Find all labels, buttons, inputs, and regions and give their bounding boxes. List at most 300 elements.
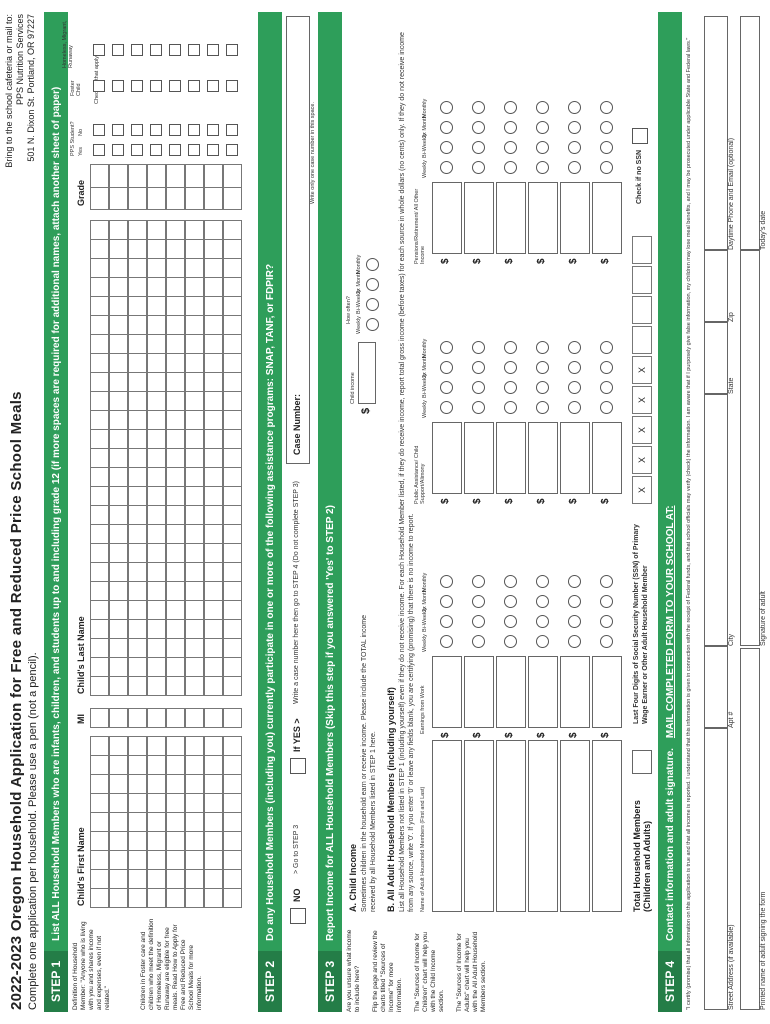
earnings-freq-radio[interactable] — [504, 615, 517, 628]
zip-input[interactable] — [704, 250, 728, 322]
last-name-box[interactable] — [109, 638, 128, 658]
earnings-input[interactable] — [592, 656, 622, 728]
homeless-checkbox[interactable] — [226, 44, 238, 56]
first-name-box[interactable] — [204, 850, 223, 870]
last-name-box[interactable] — [204, 429, 223, 449]
last-name-box[interactable] — [147, 505, 166, 525]
last-name-box[interactable] — [204, 391, 223, 411]
pps-yes-checkbox[interactable] — [226, 144, 238, 156]
last-name-box[interactable] — [147, 220, 166, 240]
last-name-box[interactable] — [204, 676, 223, 696]
last-name-box[interactable] — [90, 334, 109, 354]
pps-yes-checkbox[interactable] — [93, 144, 105, 156]
public-assistance-freq-radio[interactable] — [504, 361, 517, 374]
first-name-box[interactable] — [166, 831, 185, 851]
first-name-box[interactable] — [204, 869, 223, 889]
last-name-box[interactable] — [128, 543, 147, 563]
last-name-box[interactable] — [166, 334, 185, 354]
last-name-box[interactable] — [109, 410, 128, 430]
last-name-box[interactable] — [204, 258, 223, 278]
last-name-box[interactable] — [128, 467, 147, 487]
last-name-box[interactable] — [90, 676, 109, 696]
earnings-freq-radio[interactable] — [600, 595, 613, 608]
last-name-box[interactable] — [166, 638, 185, 658]
last-name-box[interactable] — [185, 315, 204, 335]
pension-freq-radio[interactable] — [536, 141, 549, 154]
last-name-box[interactable] — [204, 562, 223, 582]
last-name-box[interactable] — [185, 562, 204, 582]
first-name-box[interactable] — [223, 888, 242, 908]
child-freq-radio[interactable] — [366, 278, 379, 291]
pps-no-checkbox[interactable] — [226, 124, 238, 136]
first-name-box[interactable] — [109, 831, 128, 851]
last-name-box[interactable] — [185, 638, 204, 658]
homeless-checkbox[interactable] — [131, 44, 143, 56]
mi-box[interactable] — [90, 708, 109, 728]
last-name-box[interactable] — [109, 277, 128, 297]
pension-freq-radio[interactable] — [472, 141, 485, 154]
last-name-box[interactable] — [204, 467, 223, 487]
last-name-box[interactable] — [185, 372, 204, 392]
public-assistance-freq-radio[interactable] — [440, 381, 453, 394]
first-name-box[interactable] — [90, 831, 109, 851]
earnings-freq-radio[interactable] — [568, 615, 581, 628]
last-name-box[interactable] — [166, 353, 185, 373]
last-name-box[interactable] — [128, 676, 147, 696]
last-name-box[interactable] — [223, 239, 242, 259]
first-name-box[interactable] — [223, 812, 242, 832]
last-name-box[interactable] — [185, 505, 204, 525]
last-name-box[interactable] — [90, 315, 109, 335]
last-name-box[interactable] — [185, 429, 204, 449]
last-name-box[interactable] — [109, 619, 128, 639]
last-name-box[interactable] — [128, 429, 147, 449]
last-name-box[interactable] — [90, 239, 109, 259]
pension-freq-radio[interactable] — [568, 121, 581, 134]
first-name-box[interactable] — [128, 850, 147, 870]
earnings-freq-radio[interactable] — [472, 595, 485, 608]
last-name-box[interactable] — [166, 448, 185, 468]
last-name-box[interactable] — [128, 353, 147, 373]
grade-box[interactable] — [147, 164, 166, 188]
last-name-box[interactable] — [223, 676, 242, 696]
last-name-box[interactable] — [166, 296, 185, 316]
pension-freq-radio[interactable] — [440, 121, 453, 134]
first-name-box[interactable] — [223, 774, 242, 794]
last-name-box[interactable] — [147, 315, 166, 335]
last-name-box[interactable] — [128, 277, 147, 297]
pps-yes-checkbox[interactable] — [207, 144, 219, 156]
public-assistance-freq-radio[interactable] — [536, 401, 549, 414]
grade-box[interactable] — [223, 186, 242, 210]
earnings-freq-radio[interactable] — [504, 575, 517, 588]
last-name-box[interactable] — [109, 315, 128, 335]
last-name-box[interactable] — [109, 391, 128, 411]
earnings-input[interactable] — [496, 656, 526, 728]
last-name-box[interactable] — [223, 429, 242, 449]
earnings-freq-radio[interactable] — [472, 575, 485, 588]
grade-box[interactable] — [128, 164, 147, 188]
earnings-freq-radio[interactable] — [568, 575, 581, 588]
last-name-box[interactable] — [166, 676, 185, 696]
public-assistance-freq-radio[interactable] — [504, 341, 517, 354]
last-name-box[interactable] — [128, 410, 147, 430]
last-name-box[interactable] — [223, 353, 242, 373]
earnings-freq-radio[interactable] — [568, 595, 581, 608]
last-name-box[interactable] — [147, 619, 166, 639]
last-name-box[interactable] — [90, 562, 109, 582]
last-name-box[interactable] — [128, 505, 147, 525]
last-name-box[interactable] — [90, 619, 109, 639]
public-assistance-freq-radio[interactable] — [440, 341, 453, 354]
last-name-box[interactable] — [204, 638, 223, 658]
last-name-box[interactable] — [204, 581, 223, 601]
pension-input[interactable] — [592, 182, 622, 254]
foster-checkbox[interactable] — [207, 80, 219, 92]
first-name-box[interactable] — [166, 755, 185, 775]
total-members-input[interactable] — [632, 750, 652, 774]
first-name-box[interactable] — [109, 850, 128, 870]
pps-no-checkbox[interactable] — [188, 124, 200, 136]
last-name-box[interactable] — [147, 524, 166, 544]
pension-input[interactable] — [464, 182, 494, 254]
homeless-checkbox[interactable] — [150, 44, 162, 56]
step2-yes-checkbox[interactable] — [290, 758, 306, 774]
last-name-box[interactable] — [223, 543, 242, 563]
last-name-box[interactable] — [166, 220, 185, 240]
last-name-box[interactable] — [109, 429, 128, 449]
earnings-freq-radio[interactable] — [504, 595, 517, 608]
last-name-box[interactable] — [109, 600, 128, 620]
pps-no-checkbox[interactable] — [131, 124, 143, 136]
grade-box[interactable] — [128, 186, 147, 210]
public-assistance-freq-radio[interactable] — [600, 361, 613, 374]
last-name-box[interactable] — [147, 239, 166, 259]
foster-checkbox[interactable] — [131, 80, 143, 92]
first-name-box[interactable] — [147, 755, 166, 775]
state-input[interactable] — [704, 322, 728, 394]
date-input[interactable] — [740, 16, 760, 250]
first-name-box[interactable] — [166, 793, 185, 813]
last-name-box[interactable] — [185, 334, 204, 354]
earnings-input[interactable] — [528, 656, 558, 728]
last-name-box[interactable] — [90, 467, 109, 487]
ssn-box[interactable] — [632, 236, 652, 264]
pension-input[interactable] — [528, 182, 558, 254]
first-name-box[interactable] — [90, 869, 109, 889]
last-name-box[interactable] — [90, 638, 109, 658]
last-name-box[interactable] — [204, 486, 223, 506]
foster-checkbox[interactable] — [226, 80, 238, 92]
last-name-box[interactable] — [204, 334, 223, 354]
last-name-box[interactable] — [128, 486, 147, 506]
first-name-box[interactable] — [147, 812, 166, 832]
last-name-box[interactable] — [128, 638, 147, 658]
first-name-box[interactable] — [147, 736, 166, 756]
public-assistance-freq-radio[interactable] — [600, 341, 613, 354]
last-name-box[interactable] — [166, 543, 185, 563]
last-name-box[interactable] — [90, 391, 109, 411]
last-name-box[interactable] — [185, 581, 204, 601]
last-name-box[interactable] — [109, 334, 128, 354]
grade-box[interactable] — [185, 186, 204, 210]
earnings-freq-radio[interactable] — [472, 615, 485, 628]
last-name-box[interactable] — [128, 258, 147, 278]
last-name-box[interactable] — [223, 448, 242, 468]
no-ssn-checkbox[interactable] — [632, 128, 648, 144]
last-name-box[interactable] — [109, 486, 128, 506]
first-name-box[interactable] — [185, 793, 204, 813]
foster-checkbox[interactable] — [93, 80, 105, 92]
last-name-box[interactable] — [204, 410, 223, 430]
last-name-box[interactable] — [166, 429, 185, 449]
last-name-box[interactable] — [147, 372, 166, 392]
first-name-box[interactable] — [109, 793, 128, 813]
pps-yes-checkbox[interactable] — [169, 144, 181, 156]
last-name-box[interactable] — [90, 296, 109, 316]
last-name-box[interactable] — [109, 505, 128, 525]
pension-freq-radio[interactable] — [600, 141, 613, 154]
last-name-box[interactable] — [223, 486, 242, 506]
last-name-box[interactable] — [185, 524, 204, 544]
homeless-checkbox[interactable] — [188, 44, 200, 56]
earnings-freq-radio[interactable] — [536, 615, 549, 628]
first-name-box[interactable] — [109, 812, 128, 832]
last-name-box[interactable] — [166, 619, 185, 639]
last-name-box[interactable] — [223, 467, 242, 487]
last-name-box[interactable] — [147, 600, 166, 620]
first-name-box[interactable] — [128, 793, 147, 813]
first-name-box[interactable] — [223, 850, 242, 870]
public-assistance-freq-radio[interactable] — [536, 381, 549, 394]
grade-box[interactable] — [185, 164, 204, 188]
last-name-box[interactable] — [223, 581, 242, 601]
last-name-box[interactable] — [204, 239, 223, 259]
grade-box[interactable] — [109, 164, 128, 188]
last-name-box[interactable] — [166, 600, 185, 620]
last-name-box[interactable] — [166, 315, 185, 335]
last-name-box[interactable] — [147, 391, 166, 411]
pension-freq-radio[interactable] — [440, 101, 453, 114]
first-name-box[interactable] — [204, 755, 223, 775]
last-name-box[interactable] — [109, 581, 128, 601]
last-name-box[interactable] — [166, 657, 185, 677]
last-name-box[interactable] — [128, 562, 147, 582]
last-name-box[interactable] — [147, 638, 166, 658]
public-assistance-input[interactable] — [528, 422, 558, 494]
last-name-box[interactable] — [185, 600, 204, 620]
first-name-box[interactable] — [90, 755, 109, 775]
last-name-box[interactable] — [204, 543, 223, 563]
last-name-box[interactable] — [204, 372, 223, 392]
earnings-input[interactable] — [560, 656, 590, 728]
last-name-box[interactable] — [90, 524, 109, 544]
last-name-box[interactable] — [223, 562, 242, 582]
last-name-box[interactable] — [223, 638, 242, 658]
last-name-box[interactable] — [90, 657, 109, 677]
first-name-box[interactable] — [128, 774, 147, 794]
child-freq-radio[interactable] — [366, 298, 379, 311]
first-name-box[interactable] — [90, 793, 109, 813]
pension-freq-radio[interactable] — [536, 121, 549, 134]
public-assistance-input[interactable] — [496, 422, 526, 494]
last-name-box[interactable] — [166, 467, 185, 487]
last-name-box[interactable] — [204, 353, 223, 373]
first-name-box[interactable] — [109, 755, 128, 775]
last-name-box[interactable] — [147, 258, 166, 278]
last-name-box[interactable] — [128, 600, 147, 620]
first-name-box[interactable] — [128, 755, 147, 775]
first-name-box[interactable] — [166, 812, 185, 832]
last-name-box[interactable] — [204, 524, 223, 544]
grade-box[interactable] — [90, 186, 109, 210]
earnings-freq-radio[interactable] — [440, 635, 453, 648]
first-name-box[interactable] — [147, 831, 166, 851]
first-name-box[interactable] — [204, 736, 223, 756]
grade-box[interactable] — [109, 186, 128, 210]
grade-box[interactable] — [147, 186, 166, 210]
mi-box[interactable] — [147, 708, 166, 728]
last-name-box[interactable] — [147, 410, 166, 430]
last-name-box[interactable] — [90, 277, 109, 297]
last-name-box[interactable] — [204, 657, 223, 677]
last-name-box[interactable] — [128, 391, 147, 411]
last-name-box[interactable] — [204, 315, 223, 335]
pension-freq-radio[interactable] — [504, 141, 517, 154]
last-name-box[interactable] — [185, 353, 204, 373]
foster-checkbox[interactable] — [188, 80, 200, 92]
public-assistance-freq-radio[interactable] — [600, 401, 613, 414]
last-name-box[interactable] — [90, 353, 109, 373]
public-assistance-freq-radio[interactable] — [472, 401, 485, 414]
mi-box[interactable] — [185, 708, 204, 728]
adult-name-input[interactable] — [592, 740, 622, 912]
last-name-box[interactable] — [147, 467, 166, 487]
homeless-checkbox[interactable] — [207, 44, 219, 56]
last-name-box[interactable] — [90, 429, 109, 449]
public-assistance-freq-radio[interactable] — [568, 341, 581, 354]
ssn-box[interactable] — [632, 326, 652, 354]
last-name-box[interactable] — [147, 296, 166, 316]
last-name-box[interactable] — [204, 277, 223, 297]
last-name-box[interactable] — [128, 619, 147, 639]
first-name-box[interactable] — [185, 831, 204, 851]
last-name-box[interactable] — [109, 543, 128, 563]
last-name-box[interactable] — [128, 239, 147, 259]
adult-name-input[interactable] — [560, 740, 590, 912]
last-name-box[interactable] — [147, 486, 166, 506]
foster-checkbox[interactable] — [150, 80, 162, 92]
last-name-box[interactable] — [223, 334, 242, 354]
first-name-box[interactable] — [109, 736, 128, 756]
last-name-box[interactable] — [185, 220, 204, 240]
pension-freq-radio[interactable] — [440, 161, 453, 174]
last-name-box[interactable] — [204, 220, 223, 240]
first-name-box[interactable] — [204, 831, 223, 851]
last-name-box[interactable] — [185, 448, 204, 468]
first-name-box[interactable] — [185, 812, 204, 832]
last-name-box[interactable] — [166, 486, 185, 506]
last-name-box[interactable] — [128, 524, 147, 544]
adult-name-input[interactable] — [432, 740, 462, 912]
last-name-box[interactable] — [204, 448, 223, 468]
last-name-box[interactable] — [166, 524, 185, 544]
last-name-box[interactable] — [185, 391, 204, 411]
first-name-box[interactable] — [109, 888, 128, 908]
last-name-box[interactable] — [90, 410, 109, 430]
earnings-freq-radio[interactable] — [536, 635, 549, 648]
last-name-box[interactable] — [147, 448, 166, 468]
child-income-input[interactable] — [358, 342, 376, 404]
last-name-box[interactable] — [223, 524, 242, 544]
earnings-freq-radio[interactable] — [600, 635, 613, 648]
last-name-box[interactable] — [147, 334, 166, 354]
last-name-box[interactable] — [185, 258, 204, 278]
pension-freq-radio[interactable] — [600, 121, 613, 134]
pension-freq-radio[interactable] — [600, 101, 613, 114]
first-name-box[interactable] — [147, 774, 166, 794]
public-assistance-freq-radio[interactable] — [504, 381, 517, 394]
pension-input[interactable] — [496, 182, 526, 254]
last-name-box[interactable] — [90, 448, 109, 468]
last-name-box[interactable] — [109, 448, 128, 468]
last-name-box[interactable] — [109, 657, 128, 677]
street-address-input[interactable] — [704, 728, 728, 1010]
homeless-checkbox[interactable] — [93, 44, 105, 56]
pps-yes-checkbox[interactable] — [131, 144, 143, 156]
last-name-box[interactable] — [185, 239, 204, 259]
earnings-input[interactable] — [464, 656, 494, 728]
pension-freq-radio[interactable] — [568, 101, 581, 114]
last-name-box[interactable] — [109, 220, 128, 240]
pension-freq-radio[interactable] — [440, 141, 453, 154]
last-name-box[interactable] — [223, 315, 242, 335]
last-name-box[interactable] — [223, 657, 242, 677]
earnings-freq-radio[interactable] — [472, 635, 485, 648]
first-name-box[interactable] — [147, 850, 166, 870]
ssn-box[interactable] — [632, 266, 652, 294]
last-name-box[interactable] — [204, 600, 223, 620]
last-name-box[interactable] — [128, 657, 147, 677]
last-name-box[interactable] — [166, 372, 185, 392]
pension-freq-radio[interactable] — [472, 101, 485, 114]
last-name-box[interactable] — [128, 220, 147, 240]
earnings-freq-radio[interactable] — [440, 615, 453, 628]
last-name-box[interactable] — [90, 258, 109, 278]
first-name-box[interactable] — [90, 888, 109, 908]
mi-box[interactable] — [204, 708, 223, 728]
last-name-box[interactable] — [128, 296, 147, 316]
foster-checkbox[interactable] — [112, 80, 124, 92]
first-name-box[interactable] — [185, 755, 204, 775]
last-name-box[interactable] — [147, 353, 166, 373]
public-assistance-freq-radio[interactable] — [568, 381, 581, 394]
first-name-box[interactable] — [204, 812, 223, 832]
last-name-box[interactable] — [109, 258, 128, 278]
earnings-freq-radio[interactable] — [600, 615, 613, 628]
last-name-box[interactable] — [166, 562, 185, 582]
homeless-checkbox[interactable] — [169, 44, 181, 56]
first-name-box[interactable] — [185, 850, 204, 870]
last-name-box[interactable] — [166, 258, 185, 278]
earnings-freq-radio[interactable] — [504, 635, 517, 648]
public-assistance-input[interactable] — [432, 422, 462, 494]
first-name-box[interactable] — [223, 831, 242, 851]
last-name-box[interactable] — [109, 676, 128, 696]
first-name-box[interactable] — [166, 888, 185, 908]
grade-box[interactable] — [204, 164, 223, 188]
mi-box[interactable] — [166, 708, 185, 728]
